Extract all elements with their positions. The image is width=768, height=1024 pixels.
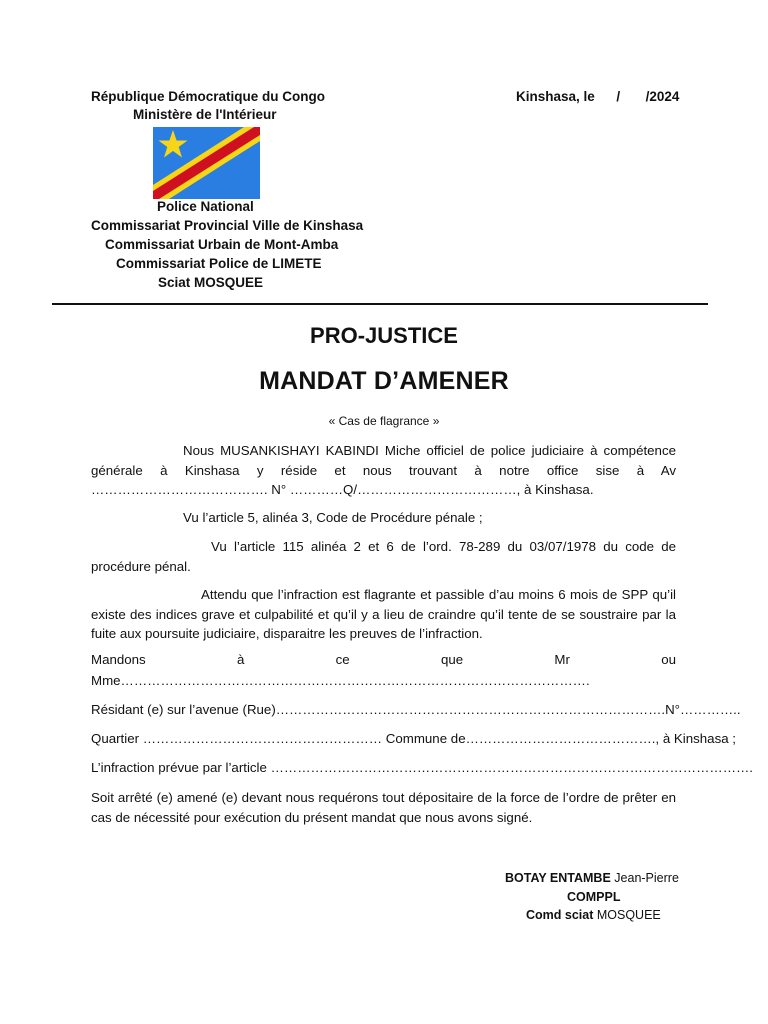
mandons-word: Mr (554, 652, 570, 667)
signatory-rank (567, 888, 620, 907)
paragraph-article-115: Vu l’article 115 alinéa 2 et 6 de l’ord. 78-289 du 03/07/1978 du code de procédure pénal. (91, 539, 676, 574)
paragraph-article-5: Vu l’article 5, alinéa 3, Code de Procédure pénale ; (183, 510, 483, 525)
paragraph-final: Soit arrêté (e) amené (e) devant nous requérons tout dépositaire de la force de l’ordre de prêter en cas de nécessité pour exécution du présent mandat que nous avons signé. (91, 790, 676, 825)
residant-line: Résidant (e) sur l’avenue (Rue)…………………………………………………………………………….N°………….. (91, 702, 741, 717)
authority-provincial: Commissariat Provincial Ville de Kinshasa (91, 218, 364, 233)
authority-urbain: Commissariat Urbain de Mont-Amba (105, 237, 339, 252)
date-line (516, 87, 679, 106)
signatory-surname: BOTAY ENTAMBE (505, 871, 611, 885)
signatory-name (505, 869, 679, 888)
republic-name: République Démocratique du Congo (91, 89, 326, 104)
signatory-rank-text: COMPPL (567, 890, 621, 904)
drc-flag-image (153, 127, 260, 199)
authority-sciat: Sciat MOSQUEE (158, 275, 264, 290)
signatory-role-bold: Comd sciat (526, 908, 594, 922)
mandons-line (91, 652, 676, 667)
authority-limete: Commissariat Police de LIMETE (116, 256, 322, 271)
quartier-line: Quartier ……………………………………………… Commune de……………………………………., à Kinshasa ; (91, 731, 737, 746)
mandons-word: ce (335, 652, 350, 667)
signatory-role-rest: MOSQUEE (593, 908, 661, 922)
mandons-word: ou (661, 652, 676, 667)
signatory-role (526, 906, 661, 925)
paragraph-attendu: Attendu que l’infraction est flagrante et passible d’au moins 6 mois de SPP qu’il existe des indices grave et culpabilité et qu’il y a lieu de craindre qu’il tente de se soustraire par la fuite aux poursuite judiciaire, disparaitre les preuves de l’infraction. (91, 587, 676, 641)
date-place: Kinshasa, le (516, 89, 595, 104)
header-divider (52, 303, 708, 305)
authority-police: Police National (157, 199, 254, 214)
paragraph-officer: Nous MUSANKISHAYI KABINDI Miche officiel de police judiciaire à compétence générale à Kinshasa y réside et nous trouvant à notre office sise à Av …………………………………. N° …………Q/………………………………, à Kinshasa. (91, 443, 676, 497)
mandons-word: Mandons (91, 652, 146, 667)
date-slash: / (616, 89, 621, 104)
infraction-line: L’infraction prévue par l’article ………………………………………………………………………………………………. (91, 760, 753, 775)
doc-subtitle: « Cas de flagrance » (328, 414, 440, 428)
mme-line: Mme……………………………………………………………………………………………. (91, 673, 590, 688)
doc-title-mandat: MANDAT D’AMENER (259, 367, 509, 395)
ministry-name: Ministère de l'Intérieur (133, 107, 277, 122)
mandons-word: à (236, 652, 245, 667)
date-year: /2024 (645, 89, 680, 104)
mandons-word: que (440, 652, 464, 667)
doc-title-pro-justice: PRO-JUSTICE (310, 323, 458, 348)
signatory-firstname: Jean-Pierre (610, 871, 679, 885)
